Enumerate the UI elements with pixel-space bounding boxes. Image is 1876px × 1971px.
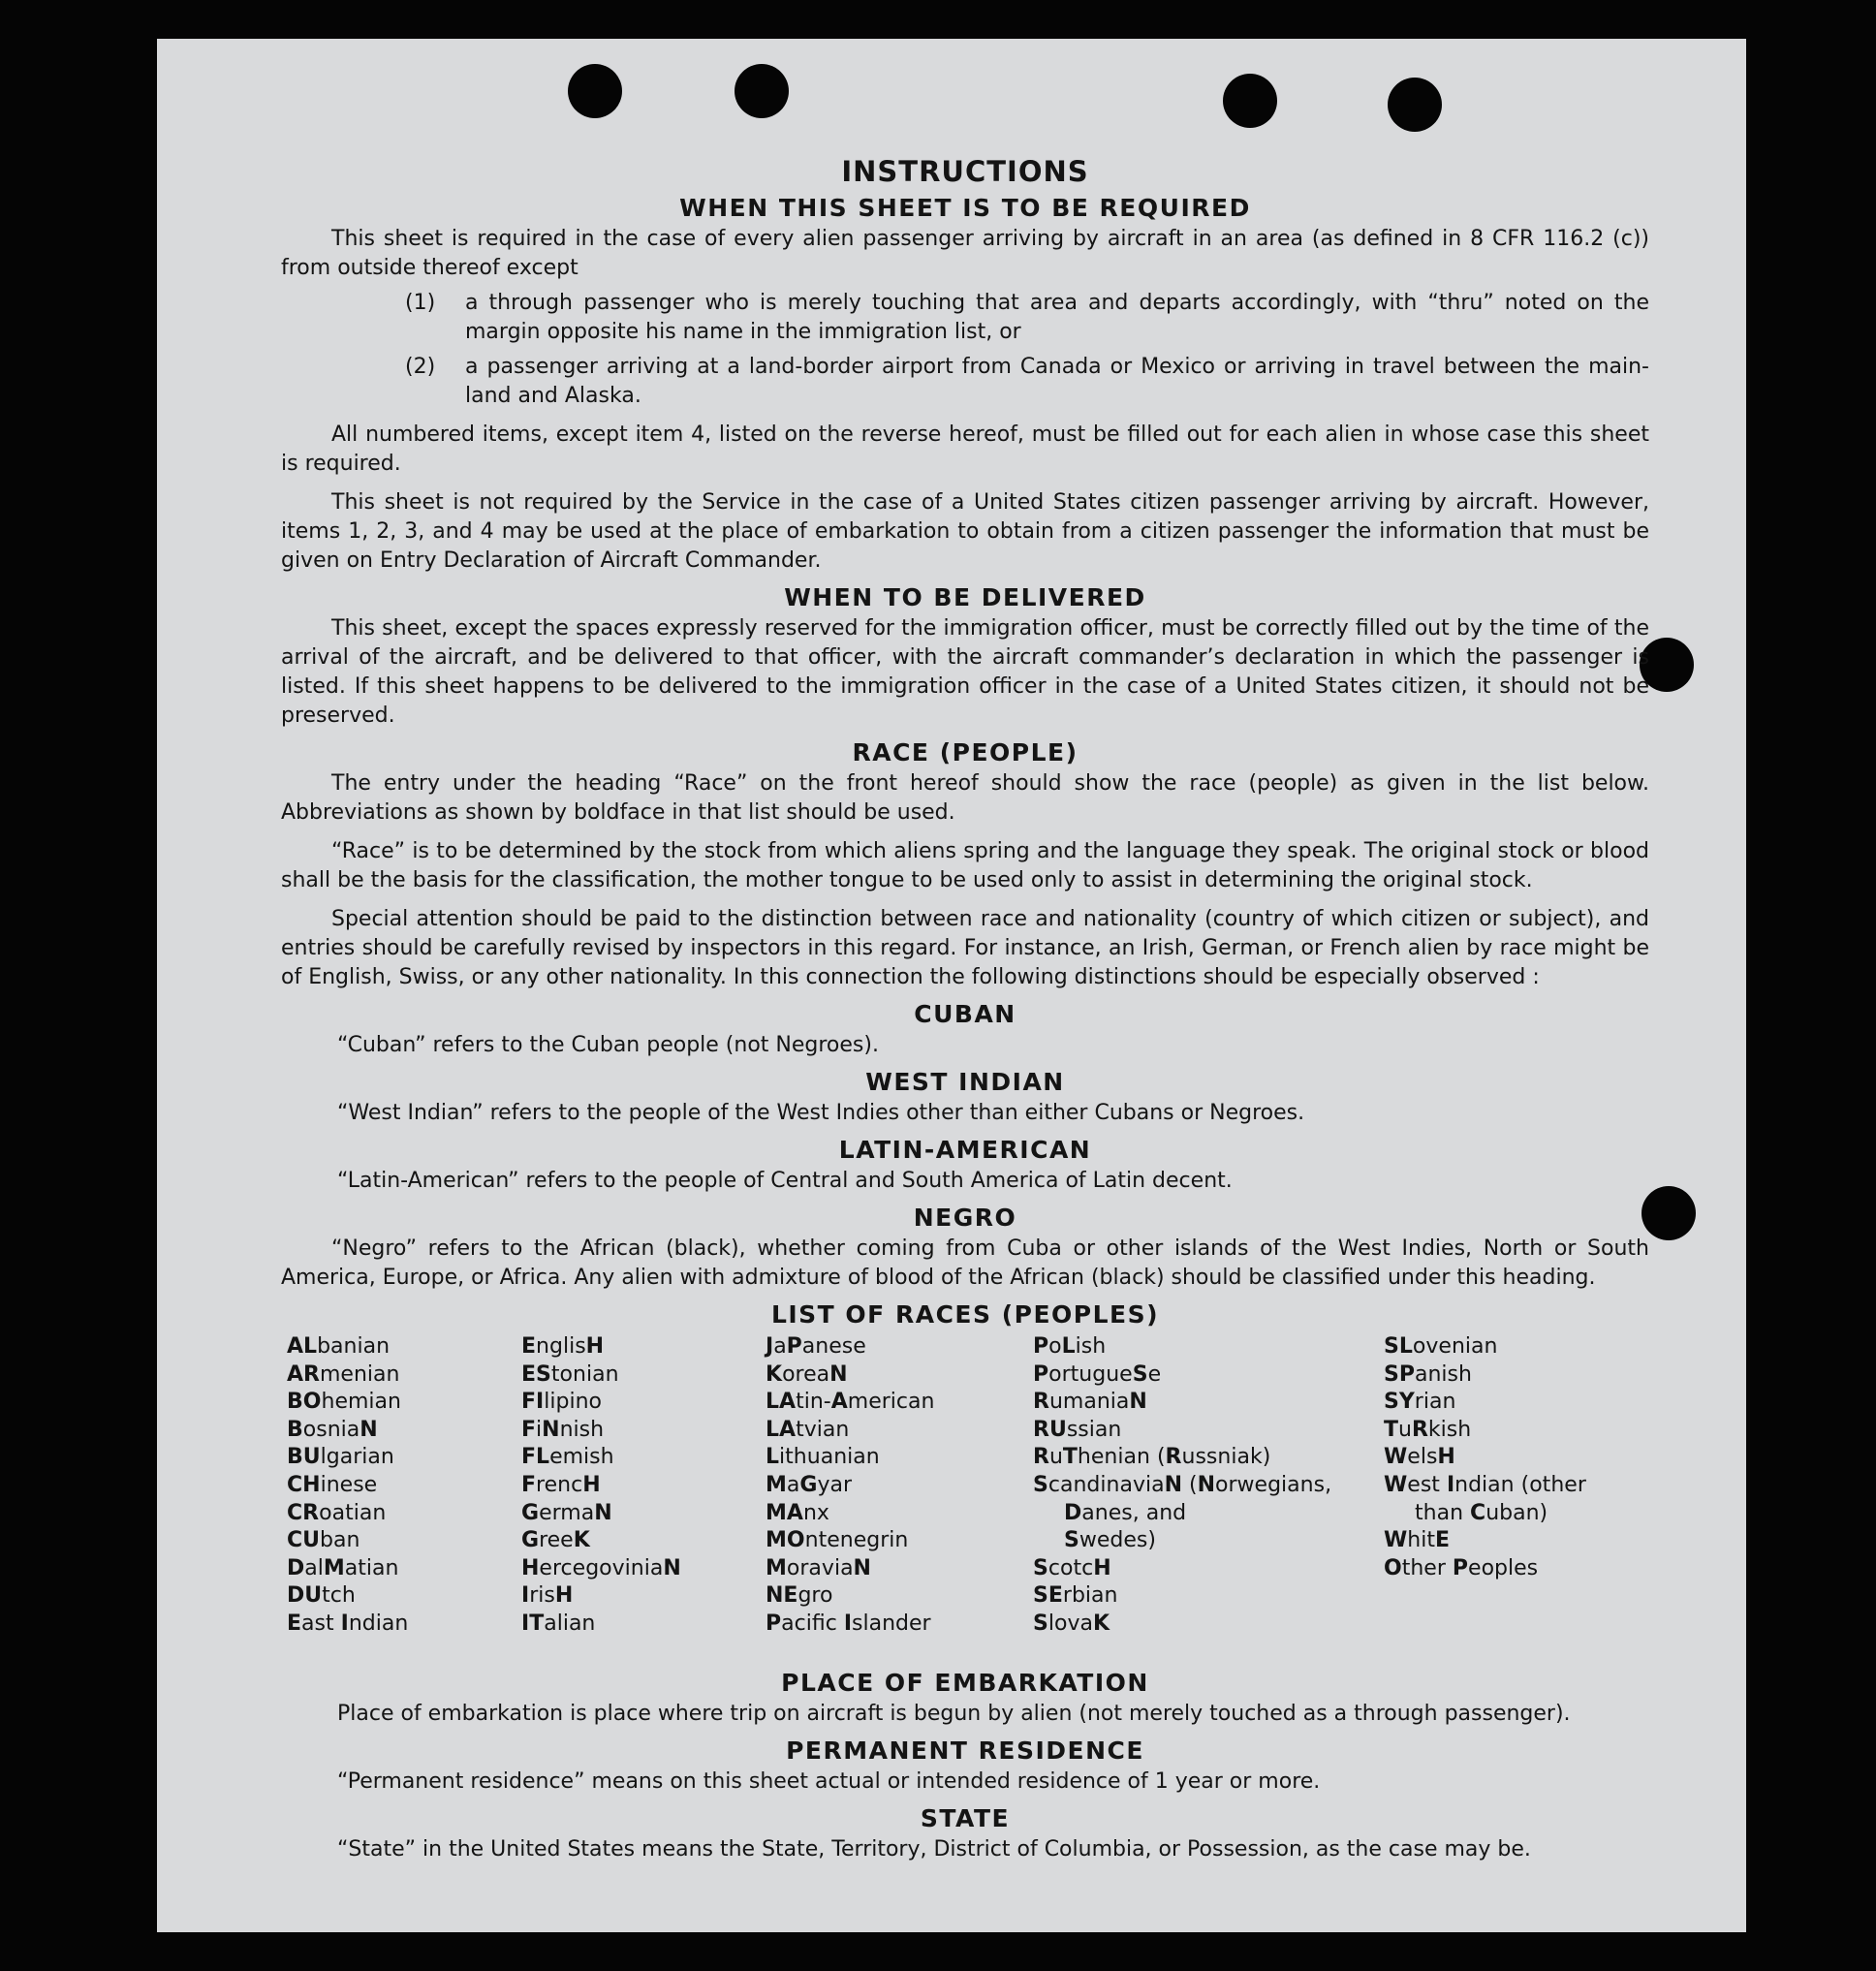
cuban-definition: “Cuban” refers to the Cuban people (not Negroes).: [337, 1033, 879, 1057]
section-heading-list-of-races: LIST OF RACES (PEOPLES): [770, 1300, 1160, 1329]
latin-american-definition: “Latin-American” refers to the people of Central and South America of Latin decent.: [337, 1169, 1233, 1193]
race-entry: ScandinaviaN (Norwegians,: [1033, 1472, 1332, 1497]
section-heading-required: WHEN THIS SHEET IS TO BE REQUIRED: [679, 194, 1251, 222]
race-entry: ITalian: [521, 1611, 596, 1636]
race-entry: WhitE: [1384, 1528, 1451, 1553]
punch-hole: [568, 64, 622, 118]
races-column: [1384, 1333, 1586, 1582]
section-heading-race: RACE (PEOPLE): [852, 738, 1079, 766]
race-entry: RuThenian (Russniak): [1033, 1445, 1271, 1470]
race-entry: EnglisH: [521, 1334, 605, 1359]
section-heading-negro: NEGRO: [913, 1204, 1017, 1232]
race-entry: WelsH: [1384, 1445, 1455, 1470]
race-entry: RumaniaN: [1033, 1390, 1147, 1415]
race-entry: RUssian: [1033, 1417, 1122, 1442]
race-entry: Pacifc Islander: [766, 1611, 931, 1636]
punch-hole: [1642, 1186, 1696, 1240]
race-entry: ALbanian: [287, 1334, 391, 1359]
race-entry: CUban: [287, 1528, 360, 1553]
race-entry: Lithuanian: [766, 1445, 880, 1470]
race-entry: SPanish: [1384, 1361, 1472, 1387]
residence-definition: “Permanent residence” means on this sheet actual or intended residence of 1 year or more.: [337, 1769, 1321, 1794]
punch-hole: [1223, 74, 1277, 128]
punch-hole: [735, 64, 789, 118]
required-intro: This sheet is required in the case of every alien passenger arriving by aircraft in an area (as defined in 8 CFR 116.2 (c)) from outside thereof except: [281, 227, 1649, 280]
race-entry: DUtch: [287, 1583, 356, 1609]
race-entry: Swedes): [1064, 1528, 1156, 1553]
race-entry: CHinese: [287, 1472, 378, 1497]
race-entry: NEgro: [766, 1583, 833, 1609]
punch-hole: [1388, 78, 1442, 132]
race-entry: PoLish: [1033, 1334, 1107, 1359]
race-entry: PortugueSe: [1033, 1361, 1162, 1387]
race-entry: BOhemian: [287, 1390, 401, 1415]
section-heading-embarkation: PLACE OF EMBARKATION: [781, 1669, 1149, 1697]
item-text: a passenger arriving at a land-border airport from Canada or Mexico or arriving in travel between the main-land and Alaska.: [465, 355, 1649, 408]
item-number: (2): [405, 355, 436, 379]
section-heading-west-indian: WEST INDIAN: [865, 1068, 1065, 1096]
race-entry: HercegoviniaN: [521, 1555, 681, 1580]
race-entry: DalMatian: [287, 1555, 399, 1580]
section-heading-residence: PERMANENT RESIDENCE: [786, 1736, 1144, 1765]
race-entry: EStonian: [521, 1361, 619, 1387]
race-entry: FIlipino: [521, 1390, 602, 1415]
instructions-body: [281, 157, 1649, 1864]
race-entry: KoreaN: [766, 1361, 848, 1387]
race-entry: East Indian: [287, 1611, 409, 1636]
page-title: INSTRUCTIONS: [841, 155, 1089, 188]
race-entry: IrisH: [521, 1583, 574, 1609]
races-column: [521, 1333, 681, 1639]
race-entry: SErbian: [1033, 1583, 1118, 1609]
race-entry: SYrian: [1384, 1390, 1456, 1415]
race-entry: LAtin-American: [766, 1390, 935, 1415]
race-entry: than Cuban): [1415, 1500, 1548, 1525]
race-entry: SlovaK: [1033, 1611, 1110, 1636]
race-entry: CRoatian: [287, 1500, 387, 1525]
race-entry: BosniaN: [287, 1417, 378, 1442]
race-entry: MAnx: [766, 1500, 829, 1525]
race-entry: GreeK: [521, 1528, 590, 1553]
race-entry: BUlgarian: [287, 1445, 394, 1470]
item-text: a through passenger who is merely touching that area and departs accordingly, with “thru” noted on the margin opposite his name in the immigration list, or: [465, 291, 1649, 344]
west-indian-definition: “West Indian” refers to the people of the West Indies other than either Cubans or Negroes.: [337, 1101, 1305, 1125]
race-entry: LAtvian: [766, 1417, 850, 1442]
race-paragraph: The entry under the heading “Race” on the front hereof should show the race (people) as given in the list below. Abbreviations as shown by boldface in that list should be used.: [281, 771, 1649, 825]
delivered-paragraph: This sheet, except the spaces expressly reserved for the immigration officer, must be correctly filled out by the time of the arrival of the aircraft, and be delivered to that officer, with the aircraft commander’s declaration in which the passenger is listed. If this sheet happens to be delivered to the immigration officer in the case of a United States citizen, it should not be preserved.: [281, 616, 1649, 728]
races-column: [1033, 1333, 1331, 1639]
race-entry: GermaN: [521, 1500, 612, 1525]
races-list: [281, 1333, 1649, 1661]
section-heading-latin-american: LATIN-AMERICAN: [838, 1136, 1092, 1164]
races-column: [287, 1333, 408, 1639]
race-entry: FrencH: [521, 1472, 601, 1497]
race-entry: FiNnish: [521, 1417, 605, 1442]
document-page: [157, 39, 1746, 1932]
section-heading-delivered: WHEN TO BE DELIVERED: [784, 583, 1146, 611]
race-entry: JaPanese: [766, 1334, 866, 1359]
citizen-paragraph: This sheet is not required by the Service in the case of a United States citizen passenger arriving by aircraft. However, items 1, 2, 3, and 4 may be used at the place of embarkation to obtain from a citizen passenger the information that must be given on Entry Declaration of Aircraft Commander.: [281, 490, 1649, 573]
race-entry: SLovenian: [1384, 1334, 1498, 1359]
item-number: (1): [405, 291, 436, 315]
race-entry: MoraviaN: [766, 1555, 871, 1580]
races-column: [766, 1333, 934, 1639]
exception-item: [405, 353, 1649, 411]
race-entry: FLemish: [521, 1445, 614, 1470]
race-entry: West Indian (other: [1384, 1472, 1586, 1497]
negro-definition: “Negro” refers to the African (black), whether coming from Cuba or other islands of the West Indies, North or South America, Europe, or Africa. Any alien with admixture of blood of the African (black) should be classified under this heading.: [281, 1236, 1649, 1290]
race-entry: MOntenegrin: [766, 1528, 909, 1553]
section-heading-state: STATE: [920, 1804, 1011, 1832]
exception-item: [405, 289, 1649, 347]
state-definition: “State” in the United States means the State, Territory, District of Columbia, or Possession, as the case may be.: [337, 1837, 1531, 1862]
race-entry: MaGyar: [766, 1472, 853, 1497]
race-entry: TuRkish: [1384, 1417, 1472, 1442]
race-entry: ARmenian: [287, 1361, 400, 1387]
race-paragraph: Special attention should be paid to the distinction between race and nationality (country of which citizen or subject), and entries should be carefully revised by inspectors in this regard. For instance, an Irish, German, or French alien by race might be of English, Swiss, or any other nationality. In this connection the following distinctions should be especially observed :: [281, 907, 1649, 989]
race-entry: Danes, and: [1064, 1500, 1187, 1525]
race-paragraph: “Race” is to be determined by the stock from which aliens spring and the language they speak. The original stock or blood shall be the basis for the classification, the mother tongue to be used only to assist in determining the original stock.: [281, 839, 1649, 892]
race-entry: ScotcH: [1033, 1555, 1111, 1580]
section-heading-cuban: CUBAN: [914, 1000, 1016, 1028]
numbered-items-paragraph: All numbered items, except item 4, listed on the reverse hereof, must be filled out for each alien in whose case this sheet is required.: [281, 422, 1649, 476]
embarkation-definition: Place of embarkation is place where trip on aircraft is begun by alien (not merely touched as a through passenger).: [337, 1702, 1571, 1726]
race-entry: Other Peoples: [1384, 1555, 1539, 1580]
